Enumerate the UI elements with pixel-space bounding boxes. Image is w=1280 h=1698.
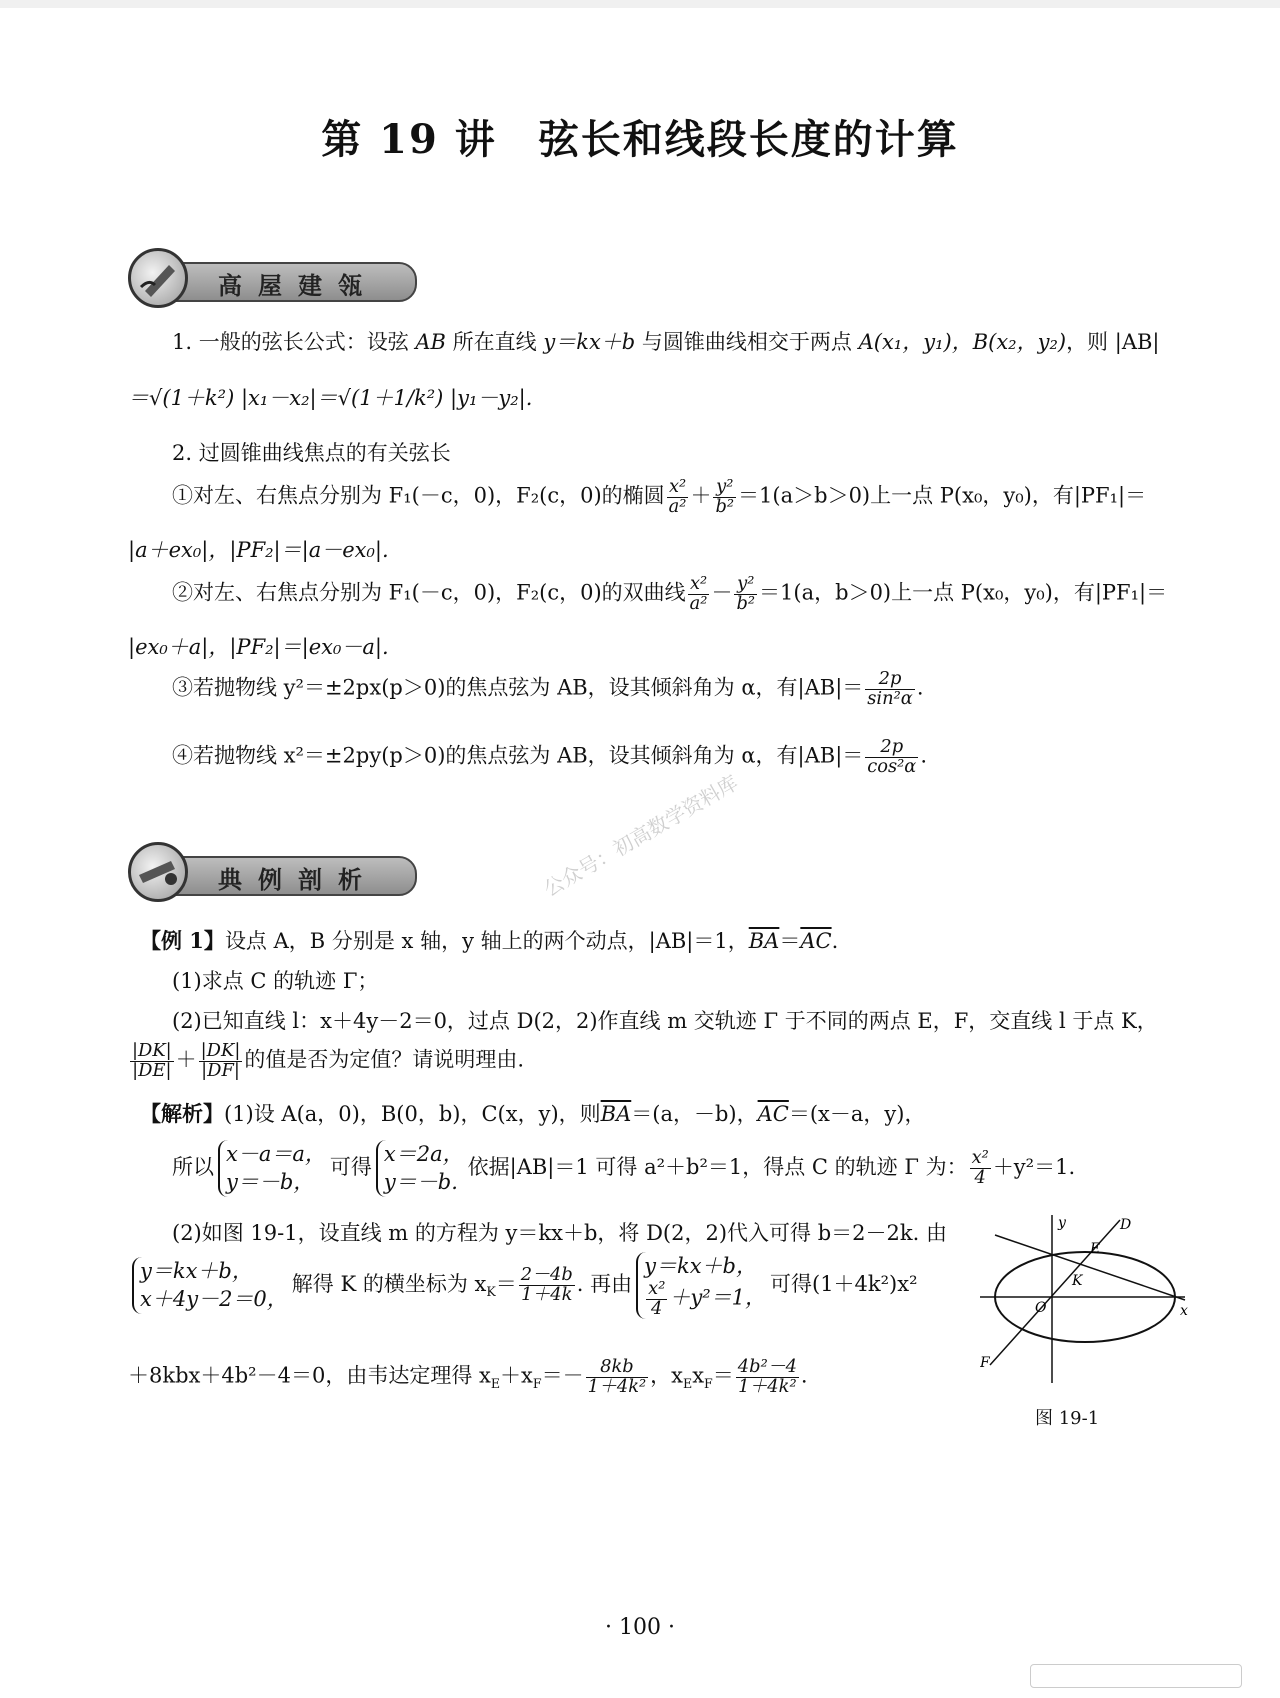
example-1-q1: (1)求点 C 的轨迹 Γ； (172, 969, 379, 993)
formula-para-1-cont: ＝√(1＋k²) |x₁－x₂|＝√(1＋1/k²) |y₁－y₂|. (128, 386, 533, 410)
label-E: E (1090, 1241, 1101, 1257)
telescope-icon (128, 842, 188, 902)
example-1-q2-cont: $\frac{|DK|}{|DE|}$ ＋ $\frac{|DK|}{|DF|}$ 的值是否为定值？请说明理由. (132, 1040, 525, 1081)
banner-bar (168, 856, 417, 896)
solution-line-1: 【解析】(1)设 A(a，0)，B(0，b)，C(x，y)，则$\overline{BA}=(a$，－b)，$\overline{AC}=(x-a$，y)， (140, 1101, 926, 1126)
pen-icon (128, 248, 188, 308)
hyperbola-para: ②对左、右焦点分别为 F₁(－c，0)，F₂(c，0)的双曲线 $\frac{\text{x²}}{\text{a²}}$ － $\frac{\text{y²}}{\text{b²}}$ ＝1(a，b＞0)上一点 P(x₀，y₀)，有|PF₁|＝ (172, 573, 1168, 614)
watermark: 公众号：初高数学资料库 (539, 770, 743, 902)
solution-line-4: y＝kx＋b， x＋4y－2＝0，解得 K 的横坐标为 $x_K=$ $\frac{2-4b}{1+4k}$ . 再由y＝kx＋b， $\frac{\text{x²}}{4}$ ＋y²＝1，可得(1＋4k²)x² (128, 1252, 918, 1319)
figure-caption: 图 19-1 (1035, 1408, 1100, 1429)
page-title: 第 19 讲 弦长和线段长度的计算 (321, 116, 959, 163)
label-O: O (1035, 1300, 1047, 1316)
top-edge (0, 0, 1280, 8)
page-number: · 100 · (605, 1615, 675, 1640)
parabola-para-2: ④若抛物线 x²＝±2py(p＞0)的焦点弦为 AB，设其倾斜角为 α，有|AB|＝ $\frac{2p}{\text{cos²α}}$ . (172, 736, 928, 777)
formula-para-2: 2. 过圆锥曲线焦点的有关弦长 (172, 441, 451, 465)
example-1-q2: (2)已知直线 l：x＋4y－2＝0，过点 D(2，2)作直线 m 交轨迹 Γ 于不同的两点 E，F，交直线 l 于点 K， (172, 1009, 1158, 1033)
banner-bar (168, 262, 417, 302)
bottom-strip (1030, 1664, 1242, 1688)
parabola-para-1: ③若抛物线 y²＝±2px(p＞0)的焦点弦为 AB，设其倾斜角为 α，有|AB|＝ $\frac{2p}{\text{sin²α}}$ . (172, 668, 924, 709)
section-label: 典例剖析 (218, 866, 378, 894)
hyperbola-para-cont: |ex₀＋a|，|PF₂|＝|ex₀－a|. (128, 635, 389, 659)
example-1: 【例 1】设点 A，B 分别是 x 轴，y 轴上的两个动点，|AB|＝1，$\overline{BA}=\overline{AC}$. (140, 928, 839, 953)
section-banner-2 (128, 842, 418, 902)
ellipse-para-cont: |a＋ex₀|，|PF₂|＝|a－ex₀|. (128, 538, 389, 562)
label-y: y (1058, 1215, 1066, 1231)
section-label: 高屋建瓴 (218, 272, 378, 300)
line-m (990, 1220, 1120, 1365)
label-D: D (1120, 1217, 1132, 1233)
formula-para-1: 1. 一般的弦长公式：设弦 AB 所在直线 y＝kx＋b 与圆锥曲线相交于两点 A(x₁，y₁)，B(x₂，y₂)，则 |AB| (172, 330, 1160, 354)
solution-line-2: 所以x－a＝a， y＝－b，可得x＝2a， y＝－b.依据|AB|＝1 可得 a²＋b²＝1，得点 C 的轨迹 Γ 为： $\frac{\text{x²}}{4}$ ＋y²＝1. (172, 1140, 1075, 1197)
label-F: F (980, 1355, 990, 1371)
figure-19-1 (980, 1215, 1190, 1385)
label-K: K (1072, 1273, 1083, 1289)
label-x: x (1180, 1303, 1188, 1319)
solution-line-3: (2)如图 19-1，设直线 m 的方程为 y＝kx＋b，将 D(2，2)代入可得 b＝2－2k. 由 (172, 1221, 947, 1245)
section-banner-1 (128, 248, 418, 308)
solution-line-5: ＋8kbx＋4b²－4＝0，由韦达定理得 $x_E+x_F=-$ $\frac{8kb}{\text{1＋4k²}}$ ，$x_Ex_F=$ $\frac{\text{4b²－4}}{\text{1＋4k²}}$ . (128, 1356, 808, 1397)
ellipse-para: ①对左、右焦点分别为 F₁(－c，0)，F₂(c，0)的椭圆 $\frac{\text{x²}}{\text{a²}}$ ＋ $\frac{\text{y²}}{\text{b²}}$ ＝1(a＞b＞0)上一点 P(x₀，y₀)，有|PF₁|＝ (172, 476, 1147, 517)
